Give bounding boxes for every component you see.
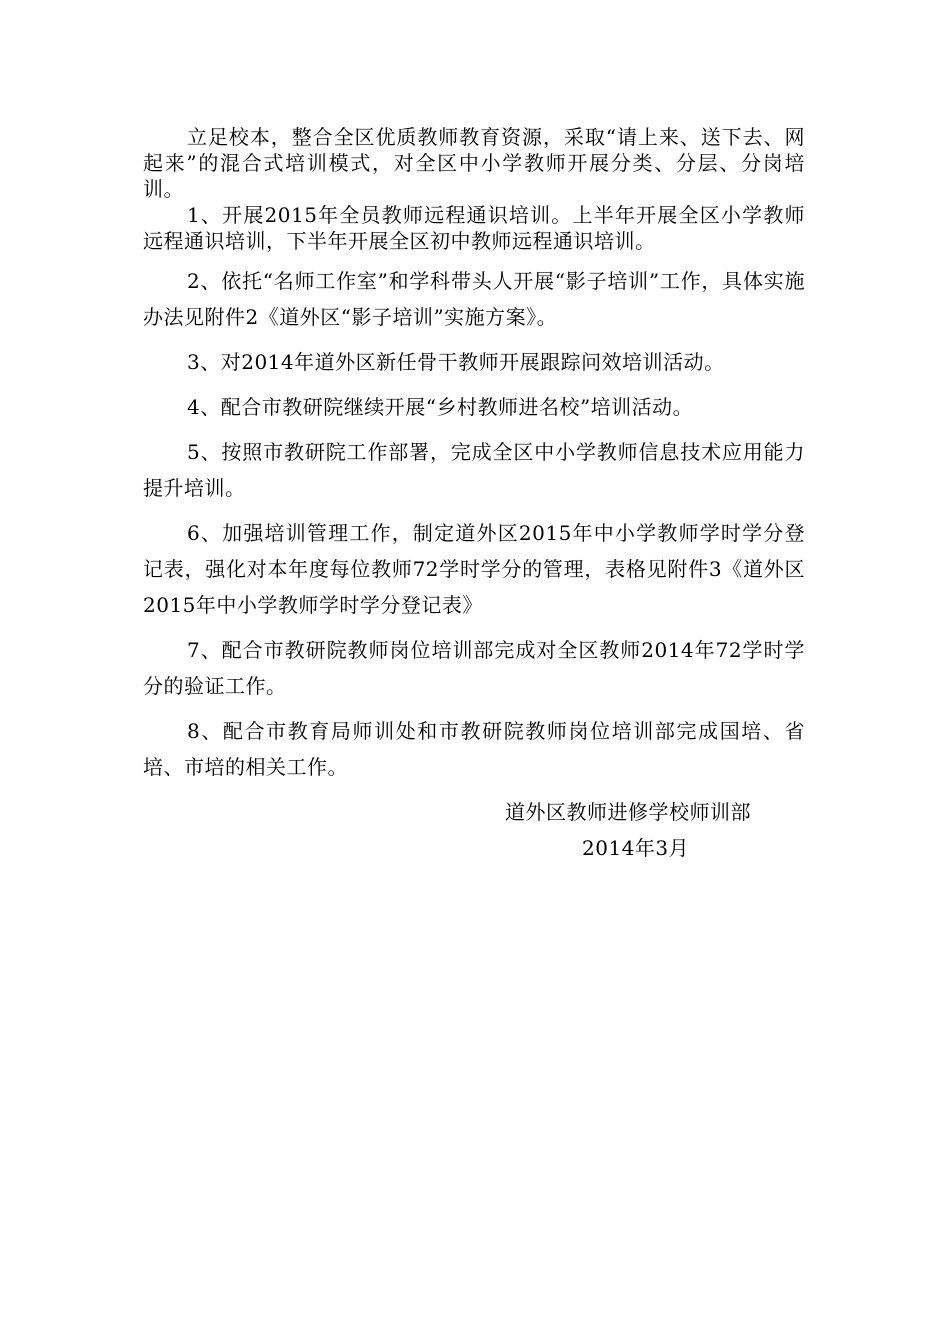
signature-date: 2014年3月 xyxy=(582,836,690,860)
item-4-paragraph: 4、配合市教研院继续开展“乡村教师进名校”培训活动。 xyxy=(187,395,694,419)
document-body xyxy=(143,124,805,785)
item-2-paragraph: 2、依托“名师工作室”和学科带头人开展“影子培训”工作，具体实施办法见附件2《道外区“影子培训”实施方案》。 xyxy=(143,269,805,329)
item-7-paragraph: 7、配合市教研院教师岗位培训部完成对全区教师2014年72学时学分的验证工作。 xyxy=(143,638,805,698)
intro-paragraph: 立足校本，整合全区优质教师教育资源，采取“请上来、送下去、网起来”的混合式培训模式，对全区中小学教师开展分类、分层、分岗培训。 xyxy=(143,125,805,201)
item-8-paragraph: 8、配合市教育局师训处和市教研院教师岗位培训部完成国培、省培、市培的相关工作。 xyxy=(143,719,805,779)
item-5-paragraph: 5、按照市教研院工作部署，完成全区中小学教师信息技术应用能力提升培训。 xyxy=(143,440,805,500)
item-6-paragraph: 6、加强培训管理工作，制定道外区2015年中小学教师学时学分登记表，强化对本年度每位教师72学时学分的管理，表格见附件3《道外区2015年中小学教师学时学分登记表》 xyxy=(143,521,805,617)
signature-organization: 道外区教师进修学校师训部 xyxy=(505,800,751,824)
item-1-paragraph: 1、开展2015年全员教师远程通识培训。上半年开展全区小学教师远程通识培训，下半年开展全区初中教师远程通识培训。 xyxy=(143,203,805,253)
item-3-paragraph: 3、对2014年道外区新任骨干教师开展跟踪问效培训活动。 xyxy=(187,350,725,374)
